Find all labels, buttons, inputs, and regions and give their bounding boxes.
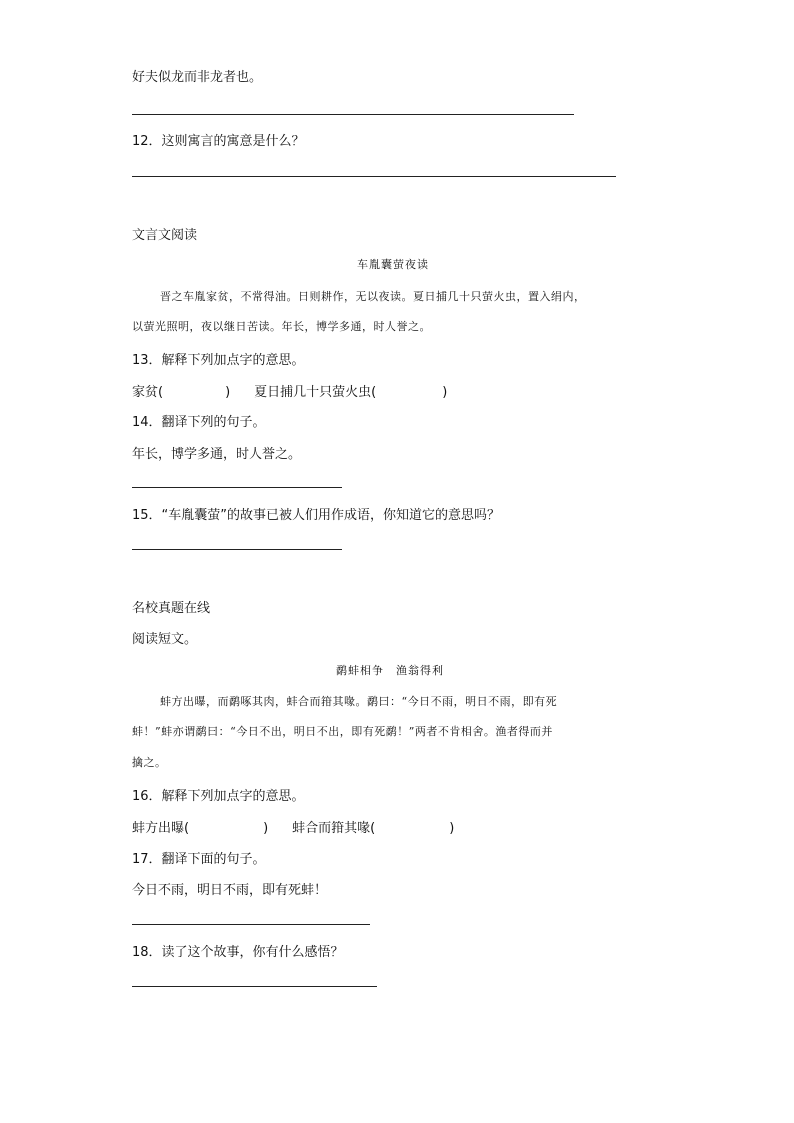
- fill-in-close: ): [442, 385, 448, 400]
- answer-line: [132, 176, 616, 177]
- fill-in-prompt: 蚌合而箝其喙(: [292, 821, 376, 836]
- fill-in-row: [132, 381, 447, 400]
- question-16: 16．解释下列加点字的意思。: [132, 789, 305, 804]
- sentence: 年长，博学多通，时人誉之。: [132, 447, 302, 462]
- passage-line: 以萤光照明，夜以继日苦读。年长，博学多通，时人誉之。: [132, 320, 431, 333]
- passage-title: 车胤囊萤夜读: [357, 258, 429, 271]
- fill-in-prompt: 夏日捕几十只萤火虫(: [254, 385, 377, 400]
- section-heading: 文言文阅读: [132, 228, 198, 243]
- fill-in-row: [132, 817, 454, 836]
- passage-line: 蚌方出曝，而鹬啄其肉，蚌合而箝其喙。鹬曰：“今日不雨，明日不雨，即有死: [160, 695, 558, 708]
- passage-tail: 好夫似龙而非龙者也。: [132, 70, 263, 85]
- passage-title: 鹬蚌相争 渔翁得利: [336, 664, 444, 677]
- answer-line: [132, 114, 574, 115]
- section-subheading: 阅读短文。: [132, 632, 198, 647]
- answer-line: [132, 986, 377, 987]
- sentence: 今日不雨，明日不雨，即有死蚌！: [132, 883, 328, 898]
- passage-line: 晋之车胤家贫，不常得油。日则耕作，无以夜读。夏日捕几十只萤火虫，置入绢内，: [160, 290, 586, 303]
- question-18: 18．读了这个故事，你有什么感悟？: [132, 945, 344, 960]
- passage-line: 蚌！”蚌亦谓鹬曰：“今日不出，明日不出，即有死鹬！”两者不肯相舍。渔者得而并: [132, 725, 553, 738]
- passage-line: 擒之。: [132, 756, 167, 769]
- fill-in-prompt: 蚌方出曝(: [132, 821, 190, 836]
- fill-in-close: ): [225, 385, 231, 400]
- fill-in-close: ): [263, 821, 269, 836]
- question-14: 14．翻译下列的句子。: [132, 415, 266, 430]
- question-13: 13．解释下列加点字的意思。: [132, 353, 305, 368]
- fill-in-close: ): [449, 821, 455, 836]
- question-12: 12．这则寓言的寓意是什么？: [132, 134, 305, 149]
- question-15: 15．“车胤囊萤”的故事已被人们用作成语，你知道它的意思吗？: [132, 508, 501, 523]
- answer-line: [132, 549, 342, 550]
- answer-line: [132, 924, 370, 925]
- fill-in-prompt: 家贫(: [132, 385, 164, 400]
- section-heading: 名校真题在线: [132, 601, 211, 616]
- question-17: 17．翻译下面的句子。: [132, 852, 266, 867]
- answer-line: [132, 487, 342, 488]
